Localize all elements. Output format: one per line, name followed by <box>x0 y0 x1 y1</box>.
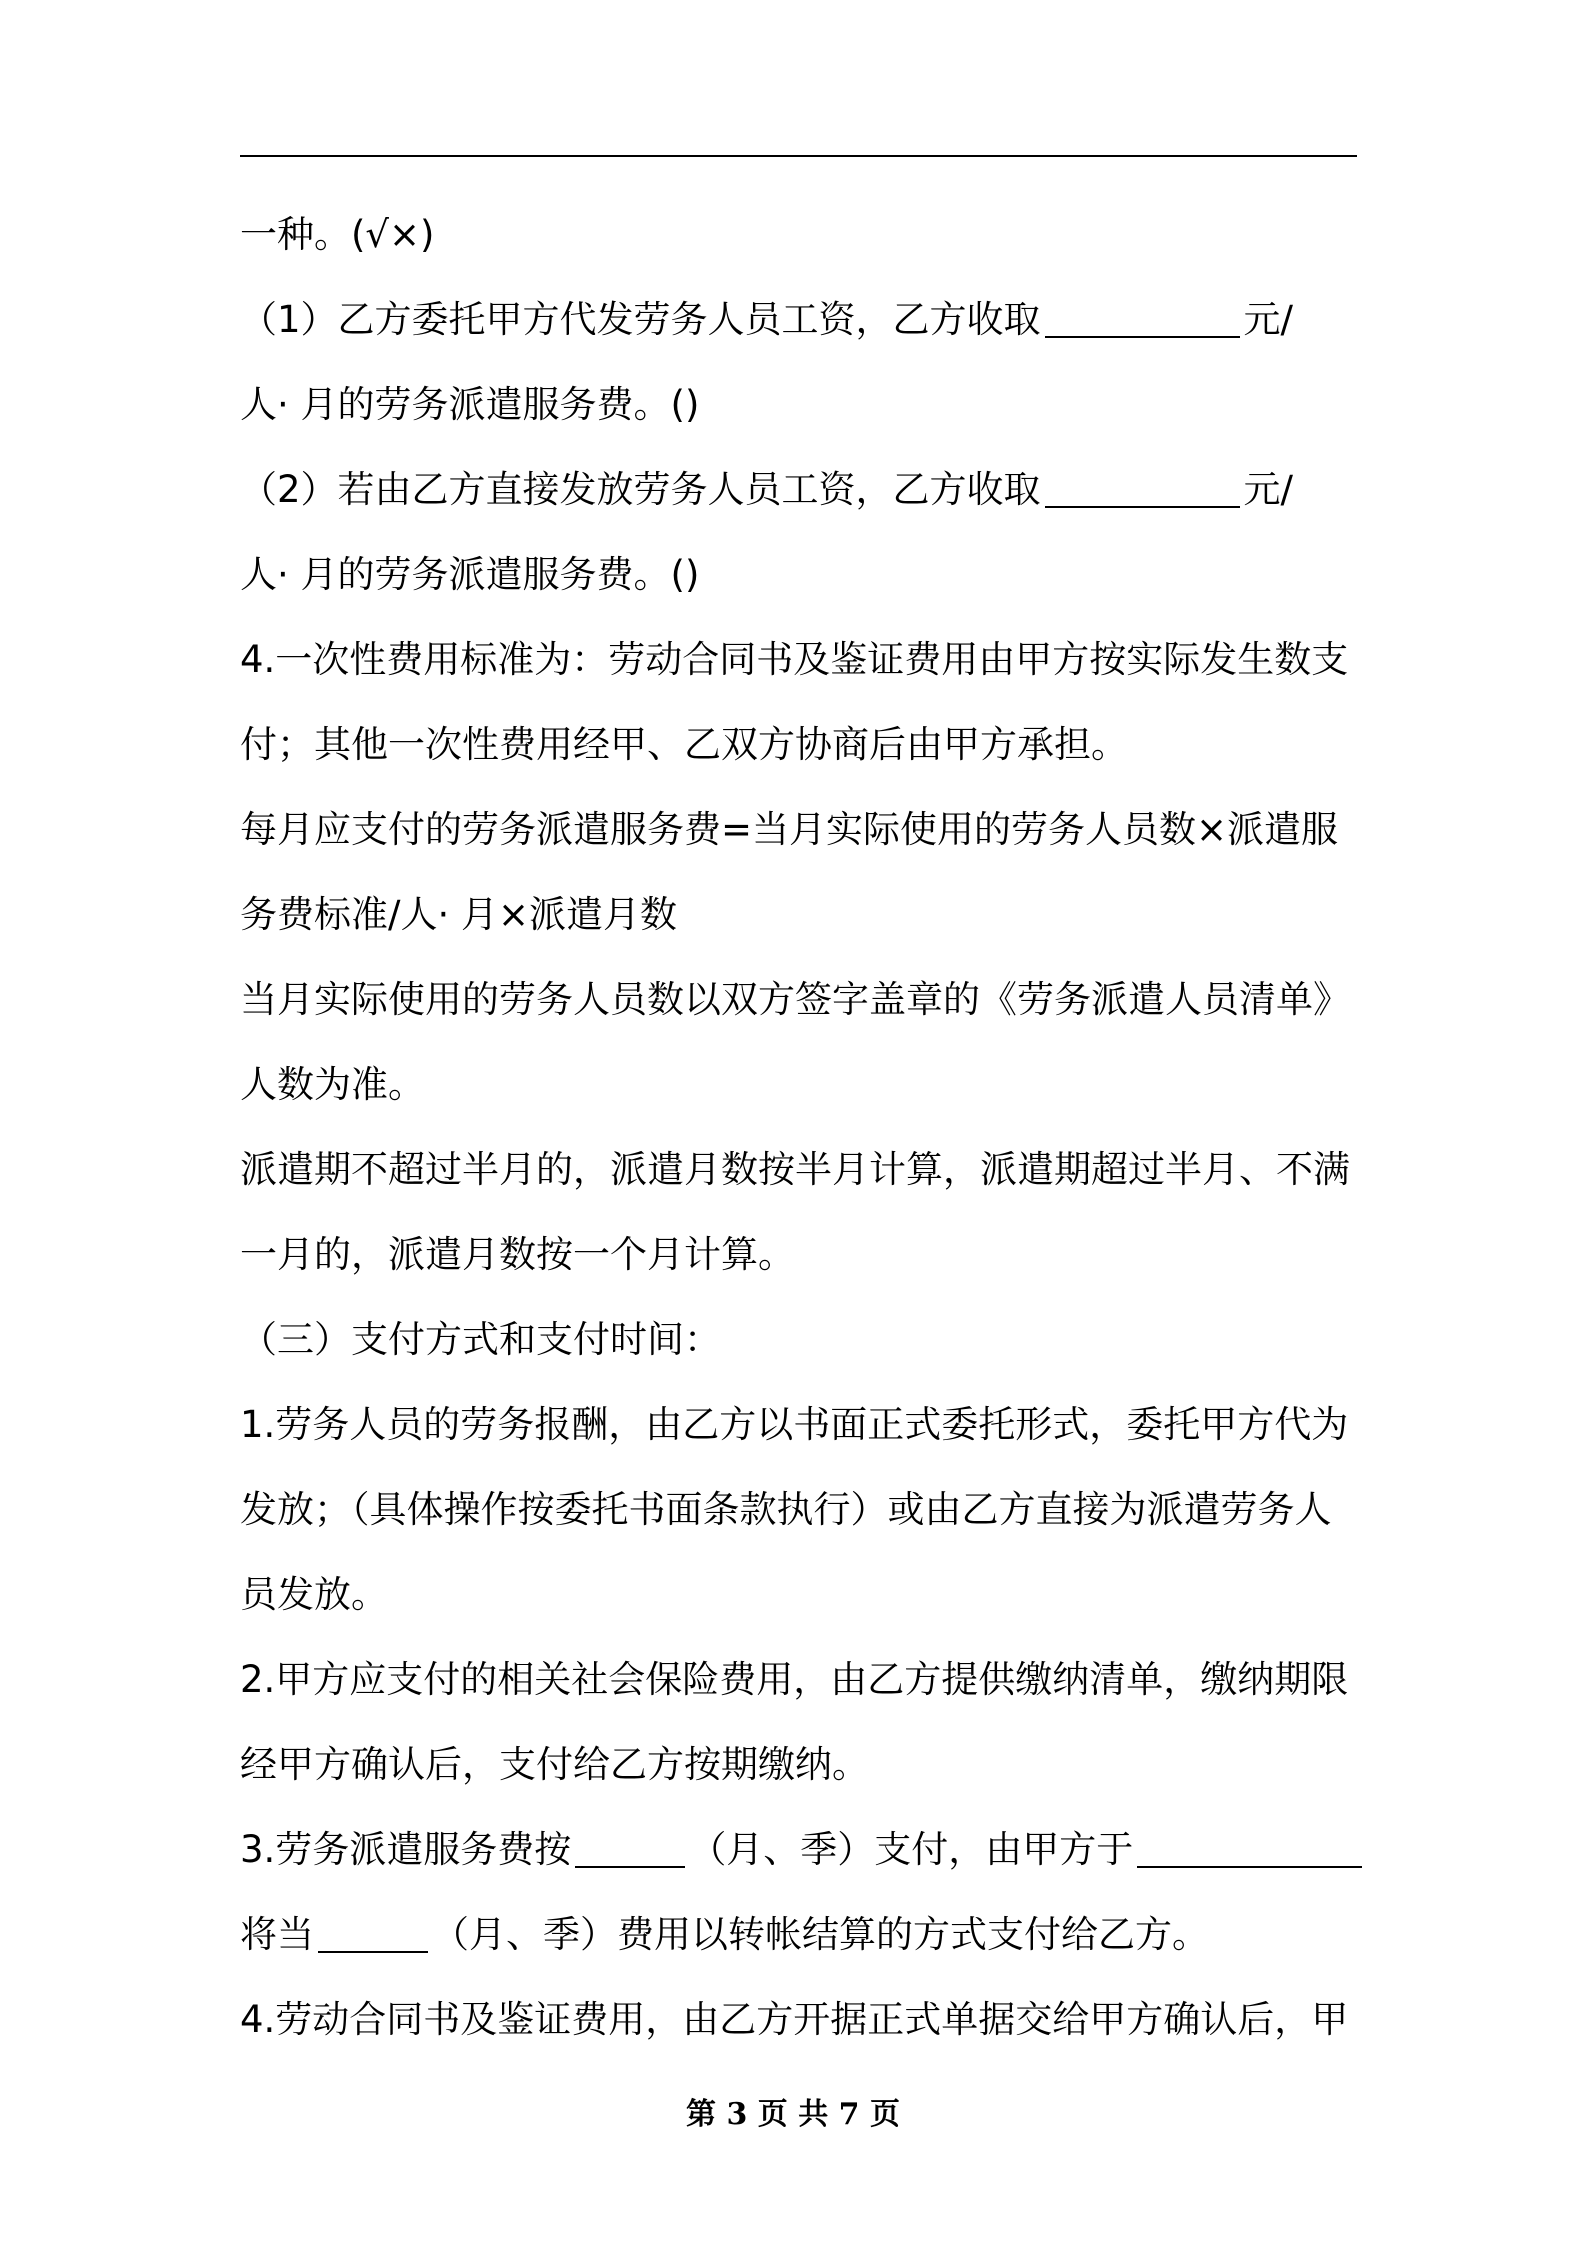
text-line-10 <box>240 970 1357 1030</box>
text-line-1 <box>240 205 1357 265</box>
text-span: （三）支付方式和支付时间： <box>240 1318 721 1361</box>
fill-blank <box>575 1820 685 1868</box>
fill-blank <box>1137 1820 1362 1868</box>
text-line-5 <box>240 545 1357 605</box>
text-span: （月、季）支付，由甲方于 <box>689 1828 1134 1871</box>
text-line-19 <box>240 1735 1357 1795</box>
text-span: 经甲方确认后，支付给乙方按期缴纳。 <box>240 1743 869 1786</box>
text-line-4 <box>240 460 1357 520</box>
text-span: 派遣期不超过半月的，派遣月数按半月计算，派遣期超过半月、不满 <box>240 1148 1350 1191</box>
text-line-15 <box>240 1395 1357 1455</box>
text-line-11 <box>240 1055 1357 1115</box>
header-rule <box>240 155 1357 157</box>
text-line-12 <box>240 1140 1357 1200</box>
text-line-21 <box>240 1905 1357 1965</box>
text-line-22 <box>240 1990 1357 2050</box>
text-line-9 <box>240 885 1357 945</box>
text-span: 4.一次性费用标准为：劳动合同书及鉴证费用由甲方按实际发生数支 <box>240 638 1349 681</box>
text-span: （月、季）费用以转帐结算的方式支付给乙方。 <box>432 1913 1209 1956</box>
text-line-20 <box>240 1820 1357 1880</box>
text-span: （2）若由乙方直接发放劳务人员工资，乙方收取 <box>240 468 1041 511</box>
text-span: 人· 月的劳务派遣服务费。() <box>240 383 700 426</box>
text-line-3 <box>240 375 1357 435</box>
text-span: 一月的，派遣月数按一个月计算。 <box>240 1233 795 1276</box>
text-line-6 <box>240 630 1357 690</box>
text-line-14 <box>240 1310 1357 1370</box>
text-span: 4.劳动合同书及鉴证费用，由乙方开据正式单据交给甲方确认后，甲 <box>240 1998 1349 2041</box>
text-span: 将当 <box>240 1913 314 1956</box>
text-span: 每月应支付的劳务派遣服务费=当月实际使用的劳务人员数×派遣服 <box>240 808 1339 851</box>
text-line-7 <box>240 715 1357 775</box>
text-line-17 <box>240 1565 1357 1625</box>
text-line-8 <box>240 800 1357 860</box>
text-span: 元/ <box>1243 468 1294 511</box>
text-span: 付；其他一次性费用经甲、乙双方协商后由甲方承担。 <box>240 723 1128 766</box>
text-span: 员发放。 <box>240 1573 388 1616</box>
text-span: 人· 月的劳务派遣服务费。() <box>240 553 700 596</box>
fill-blank <box>318 1905 428 1953</box>
text-span: 当月实际使用的劳务人员数以双方签字盖章的《劳务派遣人员清单》 <box>240 978 1350 1021</box>
text-line-16 <box>240 1480 1357 1540</box>
text-line-18 <box>240 1650 1357 1710</box>
fill-blank <box>1045 290 1240 338</box>
text-span: 一种。(√×) <box>240 213 435 256</box>
text-span: 发放；（具体操作按委托书面条款执行）或由乙方直接为派遣劳务人 <box>240 1488 1332 1531</box>
text-span: 3.劳务派遣服务费按 <box>240 1828 572 1871</box>
page-footer: 第 3 页 共 7 页 <box>686 2097 900 2132</box>
text-span: 人数为准。 <box>240 1063 425 1106</box>
text-line-13 <box>240 1225 1357 1285</box>
text-span: （1）乙方委托甲方代发劳务人员工资，乙方收取 <box>240 298 1041 341</box>
fill-blank <box>1045 460 1240 508</box>
text-span: 1.劳务人员的劳务报酬，由乙方以书面正式委托形式，委托甲方代为 <box>240 1403 1349 1446</box>
text-span: 2.甲方应支付的相关社会保险费用，由乙方提供缴纳清单，缴纳期限 <box>240 1658 1349 1701</box>
text-line-2 <box>240 290 1357 350</box>
text-span: 元/ <box>1243 298 1294 341</box>
text-span: 务费标准/人· 月×派遣月数 <box>240 893 677 936</box>
